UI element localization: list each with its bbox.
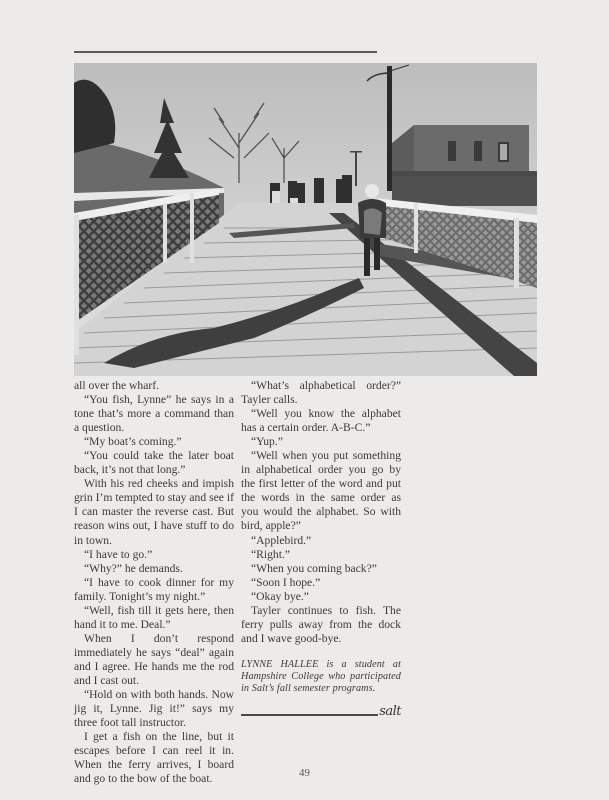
signature-rule (241, 714, 378, 716)
paragraph: I get a fish on the line, but it escapes before I can reel it in. When the ferry arrives, I board and go to the bow of the boat. (74, 730, 234, 786)
signature-row (241, 703, 401, 719)
page-number: 49 (299, 767, 310, 779)
paragraph: With his red cheeks and impish grin I’m tempted to stay and see if I can master the reverse cast. But reason wins out, I have stuff to do in town. (74, 477, 234, 547)
paragraph: Tayler continues to fish. The ferry pulls away from the dock and I wave good-bye. (241, 603, 401, 645)
salt-signature-logo: salt (379, 703, 401, 719)
paragraph: “Why?” he demands. (84, 561, 183, 575)
paragraph: “Okay bye.” (251, 589, 309, 603)
paragraph: “I have to go.” (84, 547, 153, 561)
article-photo (74, 63, 537, 376)
paragraph: “You fish, Lynne” he says in a tone that’s more a command than a question. (74, 393, 234, 435)
paragraph: “You could take the later boat back, it’s not that long.” (74, 449, 234, 477)
paragraph: “Well when you put something in alphabetical order you go by the first letter of the word and put the words in the same order as you would the alphabet. So with bird, apple?” (241, 449, 401, 533)
top-rule (74, 51, 377, 53)
paragraph: “Soon I hope.” (251, 575, 321, 589)
paragraph: “What’s alphabetical order?” Tayler calls. (241, 379, 401, 407)
article-column-right (241, 379, 401, 719)
paragraph: “Hold on with both hands. Now jig it, Lynne. Jig it!” says my three foot tall instructor. (74, 688, 234, 730)
paragraph: “Applebird.” (251, 533, 312, 547)
paragraph: “My boat’s coming.” (84, 435, 182, 449)
author-bio: LYNNE HALLEE is a student at Hampshire College who participated in Salt’s fall semester programs. (241, 658, 401, 694)
paragraph: “Well you know the alphabet has a certain order. A-B-C.” (241, 407, 401, 435)
article-column-left (74, 379, 234, 786)
paragraph: “Right.” (251, 547, 290, 561)
paragraph: all over the wharf. (74, 379, 159, 392)
paragraph: “I have to cook dinner for my family. Tonight’s my night.” (74, 575, 234, 603)
paragraph: When I don’t respond immediately he says “deal” again and I agree. He hands me the rod and I cast out. (74, 631, 234, 687)
paragraph: “Well, fish till it gets here, then hand it to me. Deal.” (74, 603, 234, 631)
paragraph: “When you coming back?” (251, 561, 377, 575)
bridge-photo-illustration (74, 63, 537, 376)
paragraph: “Yup.” (251, 435, 283, 449)
